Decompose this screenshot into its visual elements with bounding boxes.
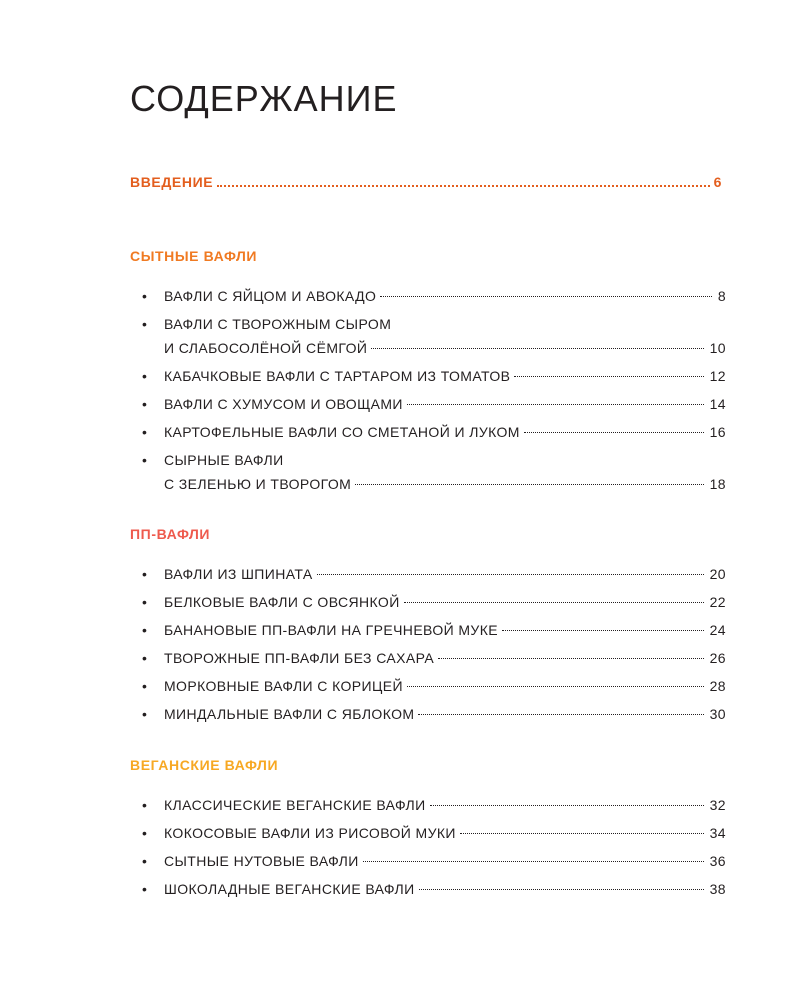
- toc-entry-page-number: 20: [709, 566, 726, 582]
- toc-entry-title: С ЗЕЛЕНЬЮ И ТВОРОГОМ: [164, 476, 352, 492]
- toc-entry-page-number: 26: [709, 650, 726, 666]
- bullet-icon: •: [142, 853, 148, 869]
- toc-entry-page-number: 38: [709, 881, 726, 897]
- toc-entry-page-number: 32: [709, 797, 726, 813]
- bullet-icon: •: [142, 288, 148, 304]
- dot-leader: [407, 686, 704, 687]
- toc-entry[interactable]: [130, 646, 726, 670]
- toc-entry[interactable]: [130, 562, 726, 586]
- dot-leader: [430, 805, 704, 806]
- section-vegan-waffles: [130, 753, 726, 905]
- introduction-label: ВВЕДЕНИЕ: [130, 174, 214, 190]
- toc-entry[interactable]: [130, 312, 726, 360]
- bullet-icon: •: [142, 825, 148, 841]
- dot-leader: [438, 658, 703, 659]
- bullet-icon: •: [142, 594, 148, 610]
- dot-leader: [418, 714, 703, 715]
- toc-entry[interactable]: [130, 448, 726, 496]
- toc-entry[interactable]: [130, 284, 726, 308]
- section-entries: [130, 562, 726, 726]
- toc-entry-page-number: 10: [709, 340, 726, 356]
- toc-entry-page-number: 12: [709, 368, 726, 384]
- dot-leader: [363, 861, 704, 862]
- bullet-icon: •: [142, 678, 148, 694]
- bullet-icon: •: [142, 622, 148, 638]
- toc-entry-title: КЛАССИЧЕСКИЕ ВЕГАНСКИЕ ВАФЛИ: [164, 797, 426, 813]
- toc-entry-page-number: 28: [709, 678, 726, 694]
- toc-entry-title: ТВОРОЖНЫЕ ПП-ВАФЛИ БЕЗ САХАРА: [164, 650, 435, 666]
- bullet-icon: •: [142, 797, 148, 813]
- bullet-icon: •: [142, 566, 148, 582]
- dot-leader: [407, 404, 704, 405]
- section-title-hearty-waffles: СЫТНЫЕ ВАФЛИ: [130, 248, 258, 264]
- section-hearty-waffles: [130, 244, 726, 500]
- bullet-icon: •: [142, 881, 148, 897]
- toc-entry[interactable]: [130, 849, 726, 873]
- toc-entry-title: ВАФЛИ С ЯЙЦОМ И АВОКАДО: [164, 288, 377, 304]
- section-title-pp-waffles: ПП-ВАФЛИ: [130, 526, 211, 542]
- dot-leader: [514, 376, 703, 377]
- toc-entry-page-number: 16: [709, 424, 726, 440]
- bullet-icon: •: [142, 650, 148, 666]
- toc-entry-page-number: 34: [709, 825, 726, 841]
- section-entries: [130, 284, 726, 496]
- toc-entry[interactable]: [130, 618, 726, 642]
- toc-entry-page-number: 36: [709, 853, 726, 869]
- toc-entry[interactable]: [130, 420, 726, 444]
- toc-entry-title: МОРКОВНЫЕ ВАФЛИ С КОРИЦЕЙ: [164, 678, 403, 694]
- toc-entry-page-number: 18: [709, 476, 726, 492]
- toc-entry-title: КАБАЧКОВЫЕ ВАФЛИ С ТАРТАРОМ ИЗ ТОМАТОВ: [164, 368, 511, 384]
- toc-entry-title: БЕЛКОВЫЕ ВАФЛИ С ОВСЯНКОЙ: [164, 594, 400, 610]
- toc-entry-title: КАРТОФЕЛЬНЫЕ ВАФЛИ СО СМЕТАНОЙ И ЛУКОМ: [164, 424, 520, 440]
- dot-leader: [502, 630, 704, 631]
- toc-entry-title-line: ВАФЛИ С ТВОРОЖНЫМ СЫРОМ: [164, 316, 392, 332]
- toc-entry-title: КОКОСОВЫЕ ВАФЛИ ИЗ РИСОВОЙ МУКИ: [164, 825, 456, 841]
- section-title-vegan-waffles: ВЕГАНСКИЕ ВАФЛИ: [130, 757, 279, 773]
- dot-leader: [404, 602, 704, 603]
- bullet-icon: •: [142, 706, 148, 722]
- toc-entry-title: МИНДАЛЬНЫЕ ВАФЛИ С ЯБЛОКОМ: [164, 706, 415, 722]
- bullet-icon: •: [142, 316, 148, 332]
- toc-entry-introduction[interactable]: [130, 174, 722, 190]
- dot-leader: [419, 889, 704, 890]
- toc-entry-page-number: 22: [709, 594, 726, 610]
- toc-entry-title: ВАФЛИ ИЗ ШПИНАТА: [164, 566, 313, 582]
- toc-entry[interactable]: [130, 877, 726, 901]
- toc-entry[interactable]: [130, 793, 726, 817]
- toc-entry-title: И СЛАБОСОЛЁНОЙ СЁМГОЙ: [164, 340, 368, 356]
- bullet-icon: •: [142, 396, 148, 412]
- toc-entry[interactable]: [130, 821, 726, 845]
- toc-entry-title: ШОКОЛАДНЫЕ ВЕГАНСКИЕ ВАФЛИ: [164, 881, 415, 897]
- toc-entry-page-number: 24: [709, 622, 726, 638]
- dot-leader: [380, 296, 712, 297]
- toc-entry-page-number: 8: [717, 288, 726, 304]
- section-pp-waffles: [130, 522, 726, 730]
- toc-entry[interactable]: [130, 674, 726, 698]
- toc-entry-title: БАНАНОВЫЕ ПП-ВАФЛИ НА ГРЕЧНЕВОЙ МУКЕ: [164, 622, 499, 638]
- dot-leader: [460, 833, 704, 834]
- toc-entry[interactable]: [130, 364, 726, 388]
- section-entries: [130, 793, 726, 901]
- toc-entry[interactable]: [130, 392, 726, 416]
- introduction-page-number: 6: [713, 174, 722, 190]
- toc-entry-title: СЫТНЫЕ НУТОВЫЕ ВАФЛИ: [164, 853, 359, 869]
- dot-leader: [317, 574, 704, 575]
- dot-leader: [524, 432, 704, 433]
- toc-entry[interactable]: [130, 590, 726, 614]
- dot-leader: [371, 348, 703, 349]
- toc-entry-title-line: СЫРНЫЕ ВАФЛИ: [164, 452, 284, 468]
- toc-entry-title: ВАФЛИ С ХУМУСОМ И ОВОЩАМИ: [164, 396, 403, 412]
- toc-entry-page-number: 30: [709, 706, 726, 722]
- toc-entry[interactable]: [130, 702, 726, 726]
- bullet-icon: •: [142, 424, 148, 440]
- page-title: СОДЕРЖАНИЕ: [130, 78, 398, 119]
- dot-leader: [355, 484, 703, 485]
- bullet-icon: •: [142, 452, 148, 468]
- bullet-icon: •: [142, 368, 148, 384]
- dot-leader: [217, 185, 709, 187]
- toc-entry-page-number: 14: [709, 396, 726, 412]
